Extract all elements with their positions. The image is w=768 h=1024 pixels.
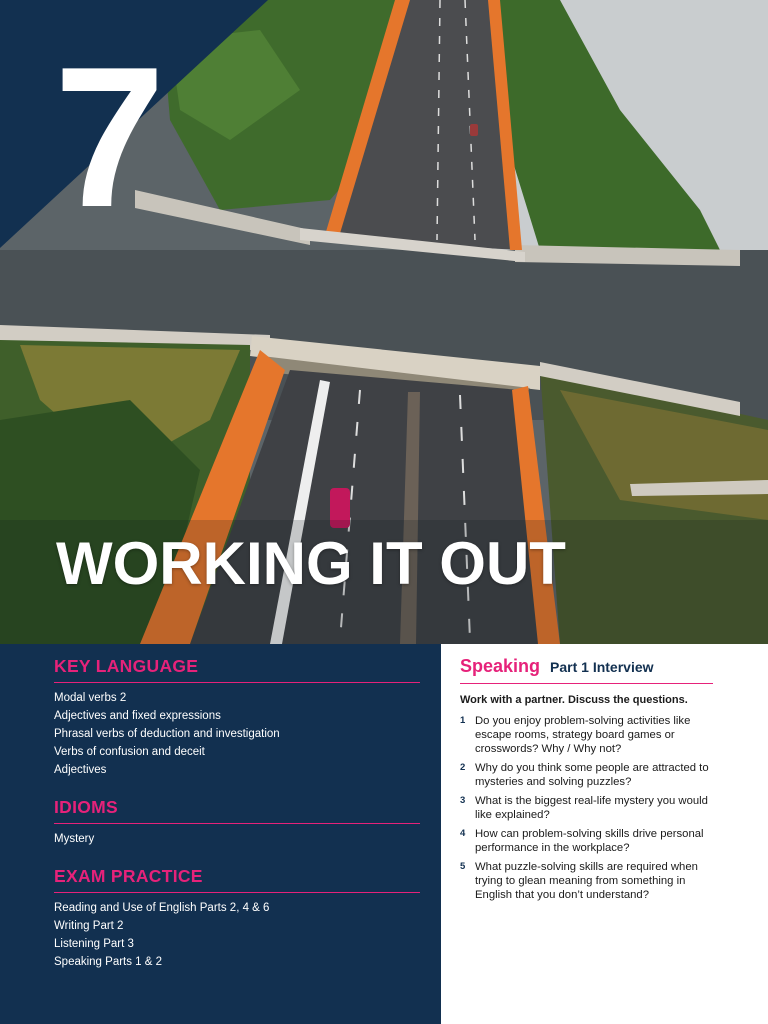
list-item: Verbs of confusion and deceit: [54, 746, 205, 758]
question-list: [460, 714, 748, 902]
list-item: Writing Part 2: [54, 920, 124, 932]
question-item: [460, 827, 748, 855]
speaking-header: [460, 656, 713, 684]
list-item: Adjectives: [54, 764, 107, 776]
unit-contents-panel: [0, 644, 441, 1024]
exam-practice-heading: EXAM PRACTICE: [54, 866, 420, 893]
speaking-title: Speaking: [460, 656, 541, 676]
key-language-heading: KEY LANGUAGE: [54, 656, 420, 683]
question-text: What puzzle-solving skills are required when trying to glean meaning from something in English that you don’t understand?: [475, 861, 698, 901]
question-number: 5: [460, 861, 466, 872]
question-text: How can problem-solving skills drive personal performance in the workplace?: [475, 828, 704, 854]
question-text: What is the biggest real-life mystery you would like explained?: [475, 795, 708, 821]
idioms-heading: IDIOMS: [54, 797, 420, 824]
exam-practice-list: [54, 899, 420, 971]
list-item: Mystery: [54, 833, 95, 845]
question-item: [460, 761, 748, 789]
question-text: Why do you think some people are attracted to mysteries and solving puzzles?: [475, 762, 709, 788]
question-number: 4: [460, 828, 466, 839]
question-text: Do you enjoy problem-solving activities like escape rooms, strategy board games or crosswords? Why / Why not?: [475, 715, 691, 755]
question-number: 2: [460, 762, 466, 773]
speaking-instruction: Work with a partner. Discuss the questions.: [460, 694, 688, 706]
question-item: [460, 794, 748, 822]
unit-title: WORKING IT OUT: [56, 530, 566, 597]
unit-number: 7: [54, 26, 162, 249]
idioms-list: [54, 830, 420, 848]
list-item: Reading and Use of English Parts 2, 4 & 6: [54, 902, 270, 914]
list-item: Speaking Parts 1 & 2: [54, 956, 163, 968]
question-number: 1: [460, 715, 466, 726]
list-item: Adjectives and fixed expressions: [54, 710, 221, 722]
speaking-subtitle: Part 1 Interview: [550, 659, 654, 675]
list-item: Modal verbs 2: [54, 692, 127, 704]
question-number: 3: [460, 795, 466, 806]
question-item: [460, 714, 748, 756]
speaking-section: [441, 644, 768, 1024]
list-item: Phrasal verbs of deduction and investigation: [54, 728, 280, 740]
question-item: [460, 860, 748, 902]
key-language-list: [54, 689, 420, 779]
list-item: Listening Part 3: [54, 938, 134, 950]
